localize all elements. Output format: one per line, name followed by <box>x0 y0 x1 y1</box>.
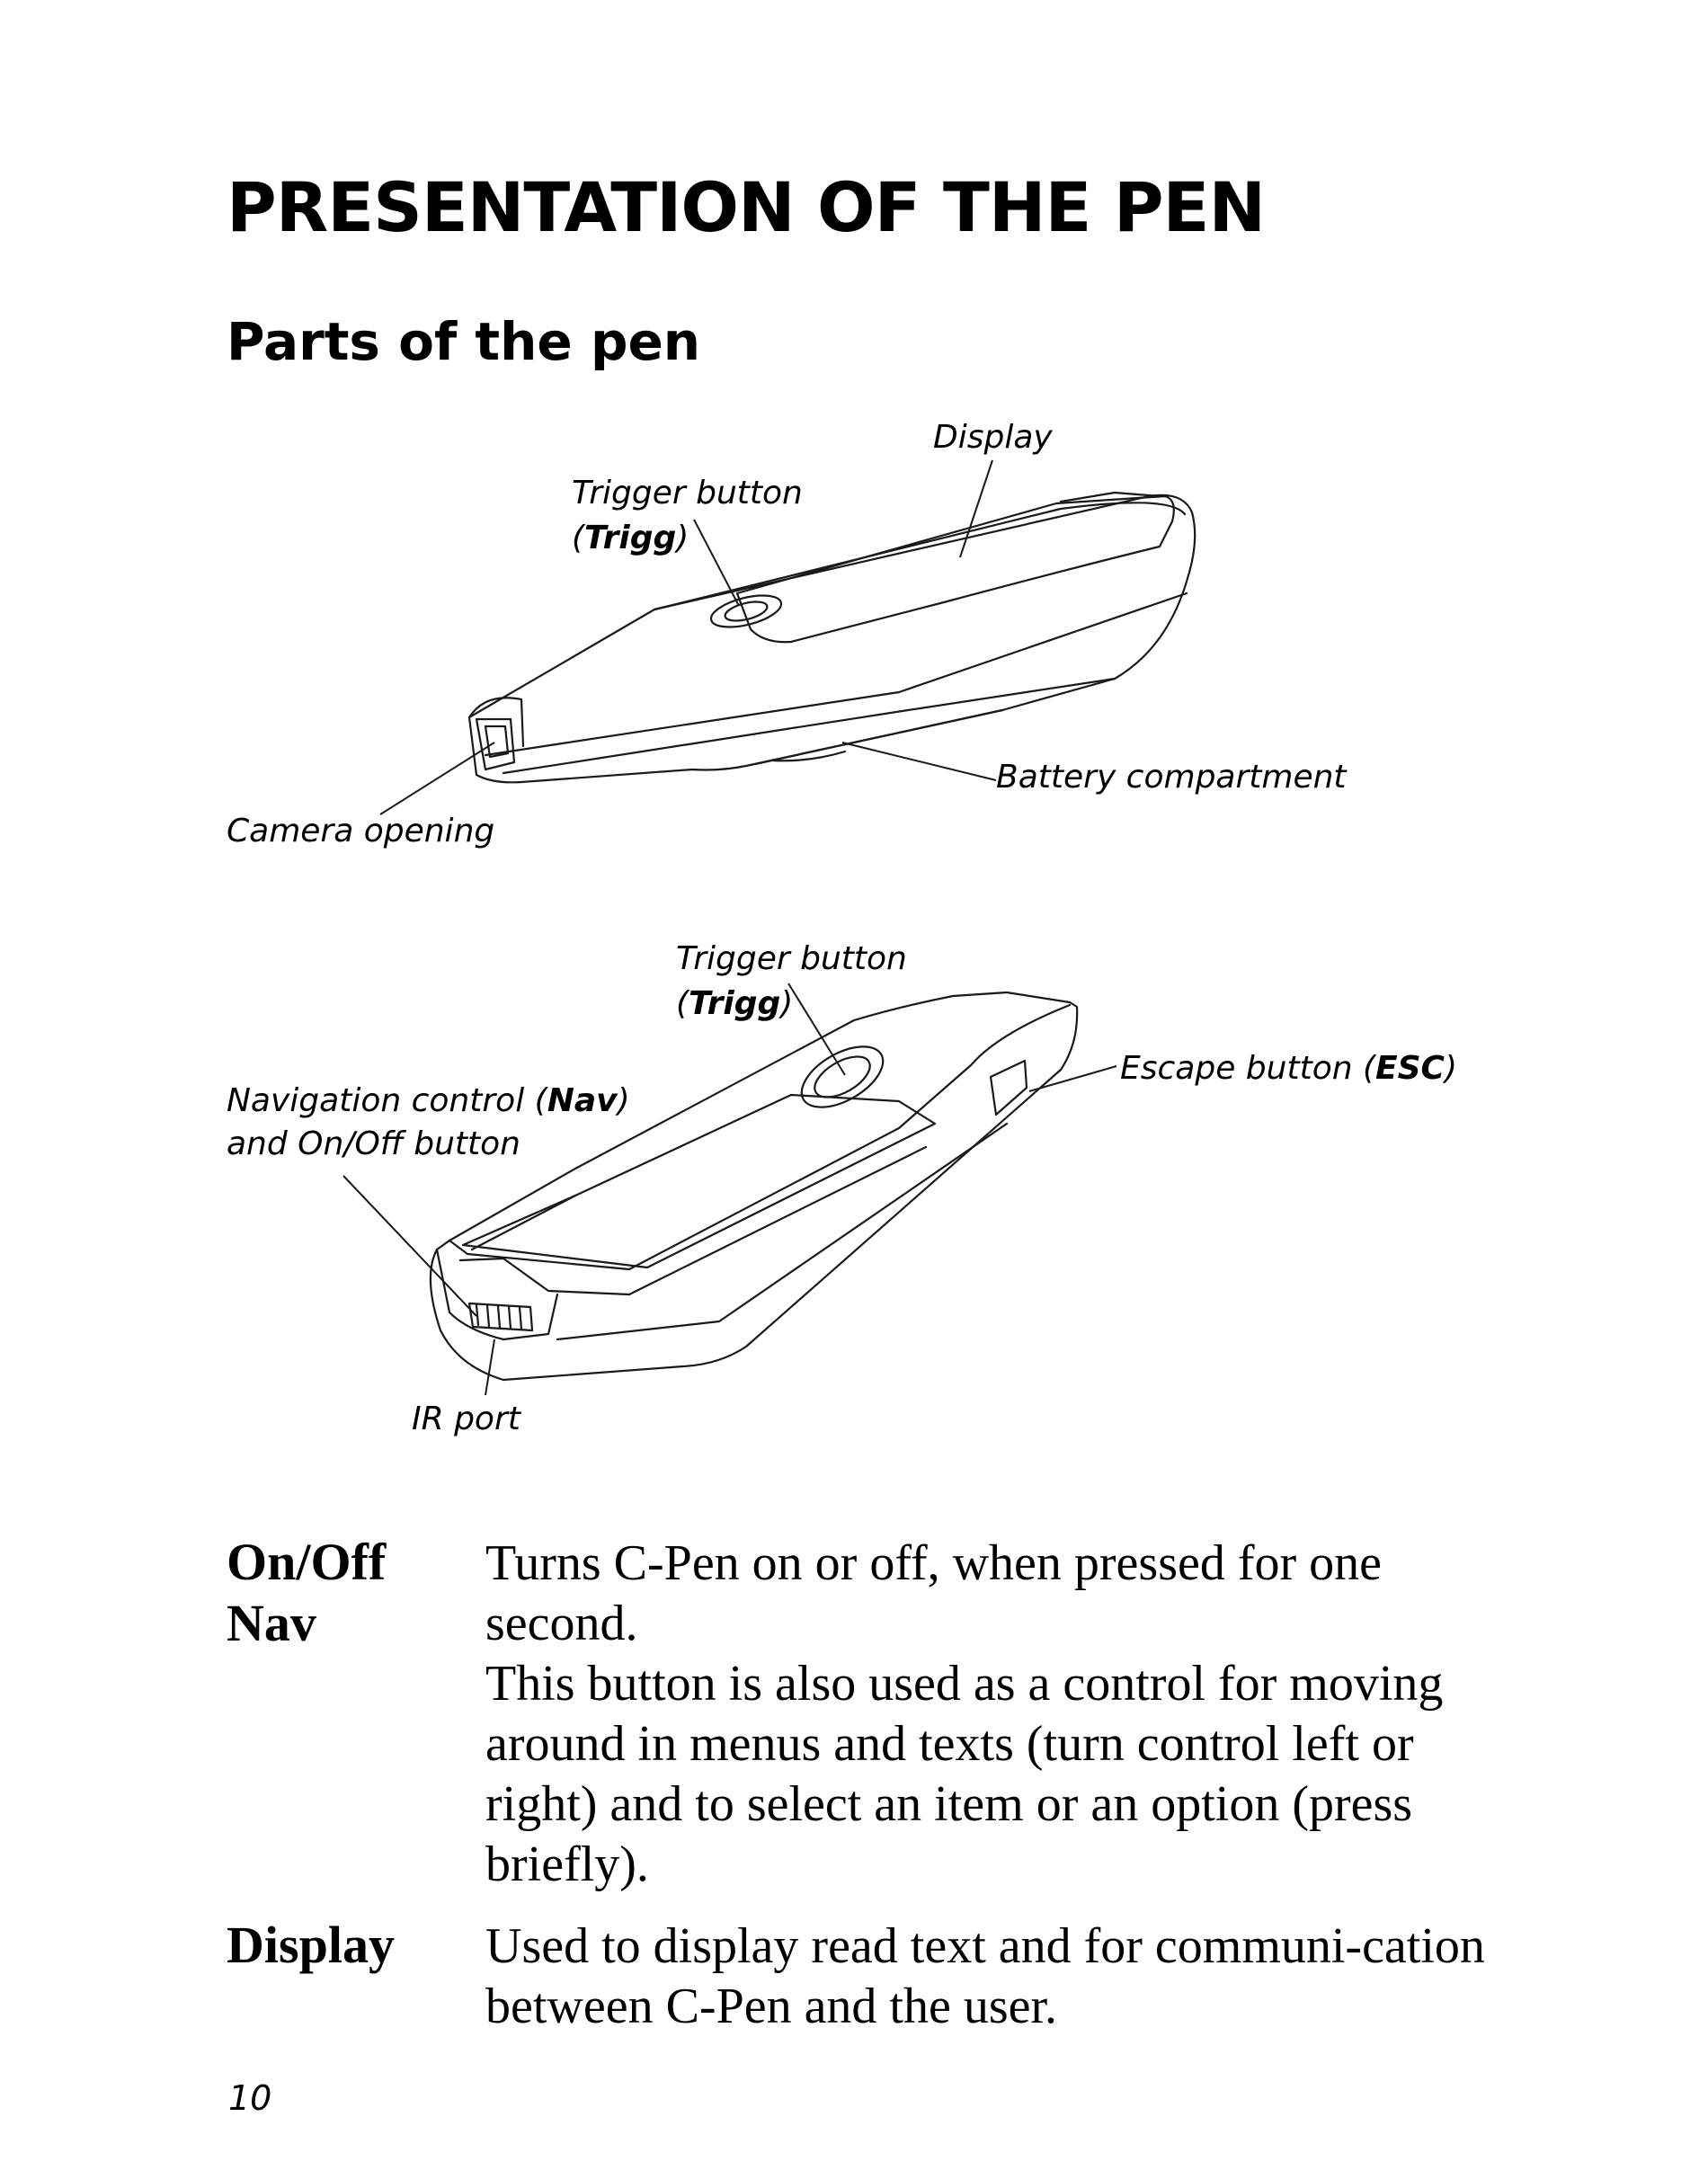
trigger-label-top-line2: (Trigg) <box>572 520 689 556</box>
escape-button-label: Escape button (ESC) <box>1120 1050 1458 1087</box>
trigg-bold-bottom: Trigg <box>689 985 781 1022</box>
section-title: Parts of the pen <box>227 311 701 372</box>
term-display: Display <box>227 1916 395 1974</box>
term-on-off: On/Off <box>227 1533 387 1591</box>
pen-bottom-view <box>431 992 1077 1380</box>
esc-bold: ESC <box>1375 1050 1445 1087</box>
nav-label-line1: Navigation control (Nav) <box>227 1082 630 1119</box>
trigg-bold-top: Trigg <box>584 520 677 556</box>
page-title: PRESENTATION OF THE PEN <box>227 167 1266 247</box>
definition-on-off-text2: This button is also used as a control for moving around in menus and texts (turn control left or right) and to select an item or an option (press briefly). <box>485 1656 1444 1892</box>
display-label: Display <box>933 419 1053 456</box>
camera-opening-label: Camera opening <box>227 813 495 849</box>
nav-label-line2: and On/Off button <box>227 1125 520 1162</box>
definition-on-off-text: Turns C-Pen on or off, when pressed for one second. <box>485 1535 1383 1651</box>
trigger-label-top-line1: Trigger button <box>572 475 803 511</box>
trigger-label-bottom-line1: Trigger button <box>676 940 907 977</box>
trigger-label-bottom-line2: (Trigg) <box>676 985 794 1022</box>
nav-bold: Nav <box>547 1082 618 1119</box>
definition-display: Used to display read text and for communi-cation between C-Pen and the user. <box>485 1918 1485 2034</box>
bottom-callout-lines <box>343 983 1116 1395</box>
ir-port-label: IR port <box>412 1401 520 1437</box>
battery-compartment-label: Battery compartment <box>996 759 1347 796</box>
term-nav: Nav <box>227 1594 316 1652</box>
page-number: 10 <box>228 2078 272 2118</box>
definition-on-off <box>485 1534 1510 1895</box>
